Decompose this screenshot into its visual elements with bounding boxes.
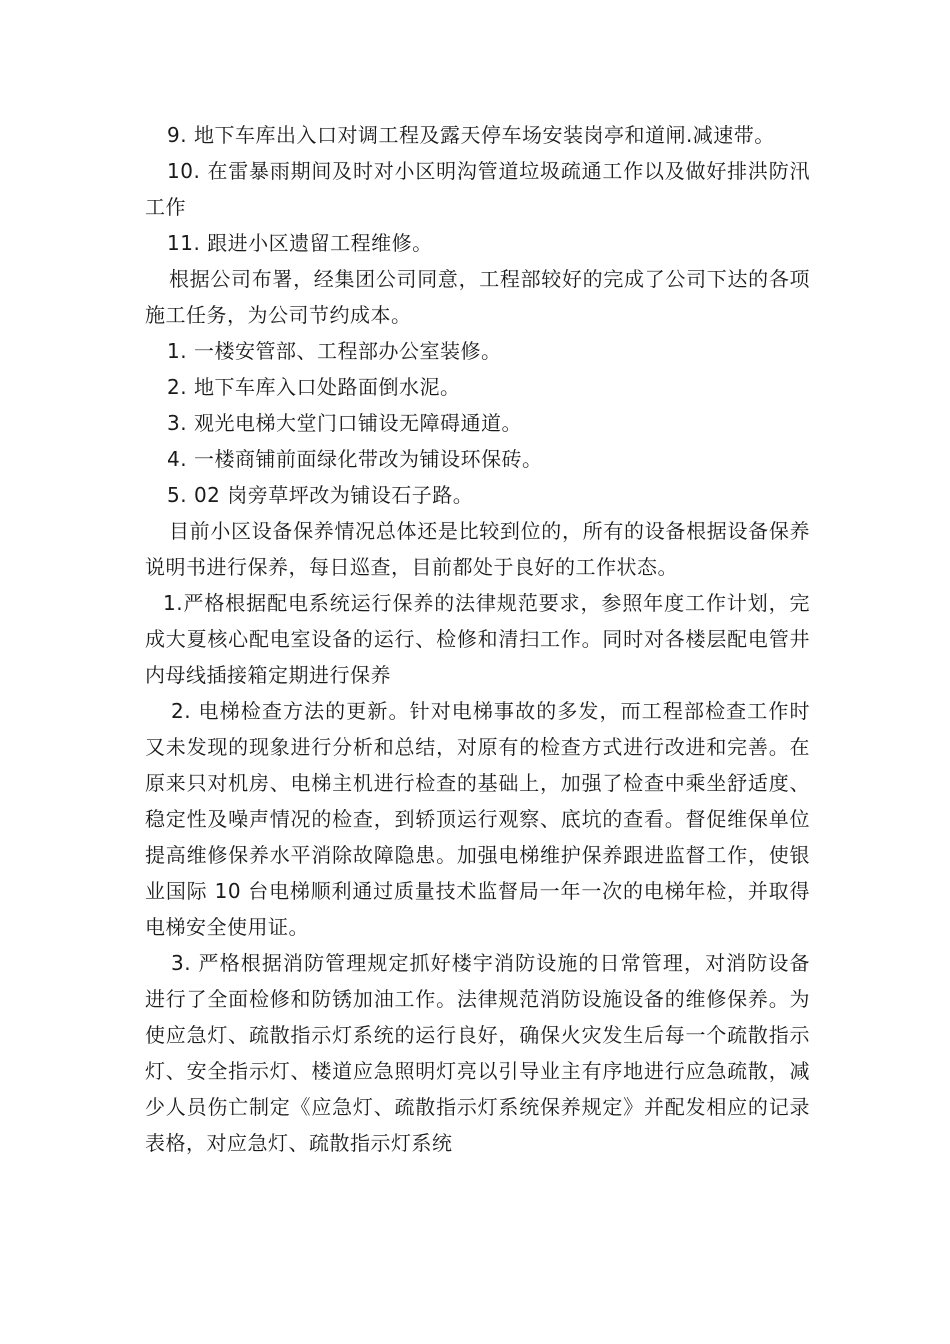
paragraph-construction-summary: 根据公司布署，经集团公司同意，工程部较好的完成了公司下达的各项施工任务，为公司节约成本。 [145, 267, 810, 327]
paragraph-item-11: 11. 跟进小区遗留工程维修。 [167, 231, 433, 255]
paragraph-task-5: 5. 02 岗旁草坪改为铺设石子路。 [167, 483, 474, 507]
paragraph-maintenance-2: 2. 电梯检查方法的更新。针对电梯事故的多发，而工程部检查工作时又未发现的现象进行分析和总结，对原有的检查方式进行改进和完善。在原来只对机房、电梯主机进行检查的基础上，加强了检查中乘坐舒适度、稳定性及噪声情况的检查，到轿顶运行观察、底坑的查看。督促维保单位提高维修保养水平消除故障隐患。加强电梯维护保养跟进监督工作，使银业国际 10 台电梯顺利通过质量技术监督局一年一次的电梯年检，并取得电梯安全使用证。 [145, 699, 810, 939]
paragraph-item-10: 10. 在雷暴雨期间及时对小区明沟管道垃圾疏通工作以及做好排洪防汛工作 [145, 159, 810, 219]
paragraph-maintenance-1: 1.严格根据配电系统运行保养的法律规范要求，参照年度工作计划，完成大夏核心配电室设备的运行、检修和清扫工作。同时对各楼层配电管井内母线插接箱定期进行保养 [145, 591, 810, 687]
paragraph-item-9: 9. 地下车库出入口对调工程及露天停车场安装岗亭和道闸.减速带。 [167, 123, 775, 147]
paragraph-task-4: 4. 一楼商铺前面绿化带改为铺设环保砖。 [167, 447, 543, 471]
document-page [145, 117, 810, 1161]
paragraph-task-3: 3. 观光电梯大堂门口铺设无障碍通道。 [167, 411, 522, 435]
paragraph-task-2: 2. 地下车库入口处路面倒水泥。 [167, 375, 461, 399]
paragraph-task-1: 1. 一楼安管部、工程部办公室装修。 [167, 339, 502, 363]
paragraph-maintenance-3: 3. 严格根据消防管理规定抓好楼宇消防设施的日常管理，对消防设备进行了全面检修和防锈加油工作。法律规范消防设施设备的维修保养。为使应急灯、疏散指示灯系统的运行良好，确保火灾发生后每一个疏散指示灯、安全指示灯、楼道应急照明灯亮以引导业主有序地进行应急疏散，减少人员伤亡制定《应急灯、疏散指示灯系统保养规定》并配发相应的记录表格，对应急灯、疏散指示灯系统 [145, 951, 810, 1155]
paragraph-maintenance-summary: 目前小区设备保养情况总体还是比较到位的，所有的设备根据设备保养说明书进行保养，每日巡查，目前都处于良好的工作状态。 [145, 519, 810, 579]
